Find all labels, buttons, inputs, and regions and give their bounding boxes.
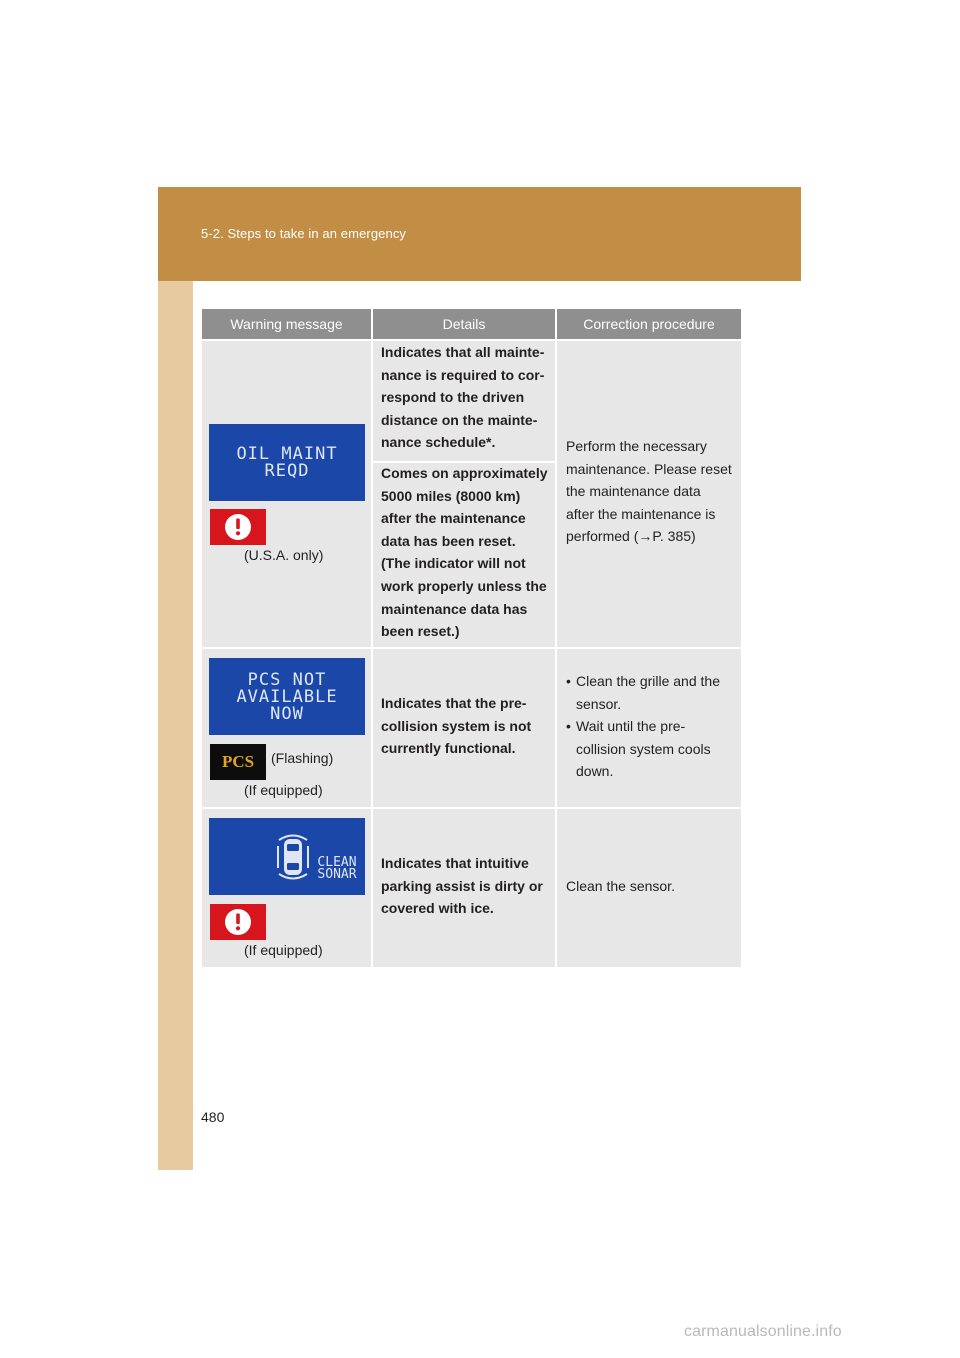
text-line: data has been reset. [381,532,516,549]
page-number: 480 [201,1109,225,1125]
text-line: Comes on approximately [381,465,548,481]
bullet-icon: • [566,718,571,735]
row3-correction-text [566,875,675,898]
text-line: collision system cools [576,740,711,757]
bullet-icon: • [566,673,571,689]
text-line: 5000 miles (8000 km) [381,487,521,504]
row1-details-text-b [381,462,548,643]
text-line: (The indicator will not [381,555,526,572]
row3-details-text [381,852,543,920]
column-header-warning-message: Warning message [230,316,343,332]
text-line: Indicates that the pre- [381,695,527,711]
text-line: covered with ice. [381,900,494,917]
text-line: down. [576,763,614,780]
pcs-not-available-display [209,658,365,735]
row1-correction-text [566,435,732,548]
display-line: CLEAN [317,855,357,870]
text-line: after the maintenance [381,510,526,527]
region-note: (U.S.A. only) [244,547,324,563]
display-line: PCS NOT [247,670,327,690]
list-item [566,715,738,783]
text-line: Indicates that intuitive [381,855,529,871]
text-line: nance is required to cor- [381,366,545,383]
text-line: Wait until the pre- [576,718,686,735]
column-header-correction: Correction procedure [583,316,715,332]
text-line: nance schedule*. [381,434,496,451]
text-line: maintenance. Please reset [566,460,732,477]
car-sensor-icon [275,832,311,882]
column-header-details: Details [442,316,486,332]
display-line: REQD [264,461,310,481]
side-band [158,281,193,1170]
row2-correction-list [566,670,738,783]
warning-indicator [210,509,266,545]
row1-details-text-a [381,341,544,454]
row2-details-text [381,692,531,760]
text-line: distance on the mainte- [381,411,538,428]
table-header [202,309,741,339]
display-line: AVAILABLE [236,687,338,707]
text-line: been reset.) [381,623,460,640]
list-item [566,670,738,715]
watermark: carmanualsonline.info [684,1323,842,1340]
display-line: OIL MAINT [236,444,338,464]
equipment-note: (If equipped) [244,782,323,798]
text-line: Perform the necessary [566,438,707,454]
text-line: maintenance data has [381,600,528,617]
clean-sonar-display [209,818,365,895]
text-line: Clean the grille and the [576,673,720,689]
equipment-note: (If equipped) [244,942,323,958]
text-line: Indicates that all mainte- [381,344,545,360]
pcs-indicator: PCS [210,744,266,780]
text-line: after the maintenance is [566,505,716,522]
warning-triangle-icon [210,904,266,940]
warning-indicator [210,904,266,940]
text-line: currently functional. [381,740,516,757]
text-line: parking assist is dirty or [381,877,543,894]
warning-triangle-icon [210,509,266,545]
text-line: Clean the sensor. [566,878,675,894]
page-reference: performed (→P. 385) [566,528,696,545]
text-line: sensor. [576,695,622,712]
section-title: 5-2. Steps to take in an emergency [201,226,407,241]
display-line: SONAR [317,867,357,882]
text-line: respond to the driven [381,389,525,406]
display-line: NOW [270,704,304,724]
text-line: the maintenance data [566,483,701,500]
indicator-state: (Flashing) [271,750,334,766]
text-line: collision system is not [381,717,532,734]
oil-maint-display [209,424,365,501]
text-line: work properly unless the [381,577,547,594]
clean-sonar-text [311,857,363,881]
